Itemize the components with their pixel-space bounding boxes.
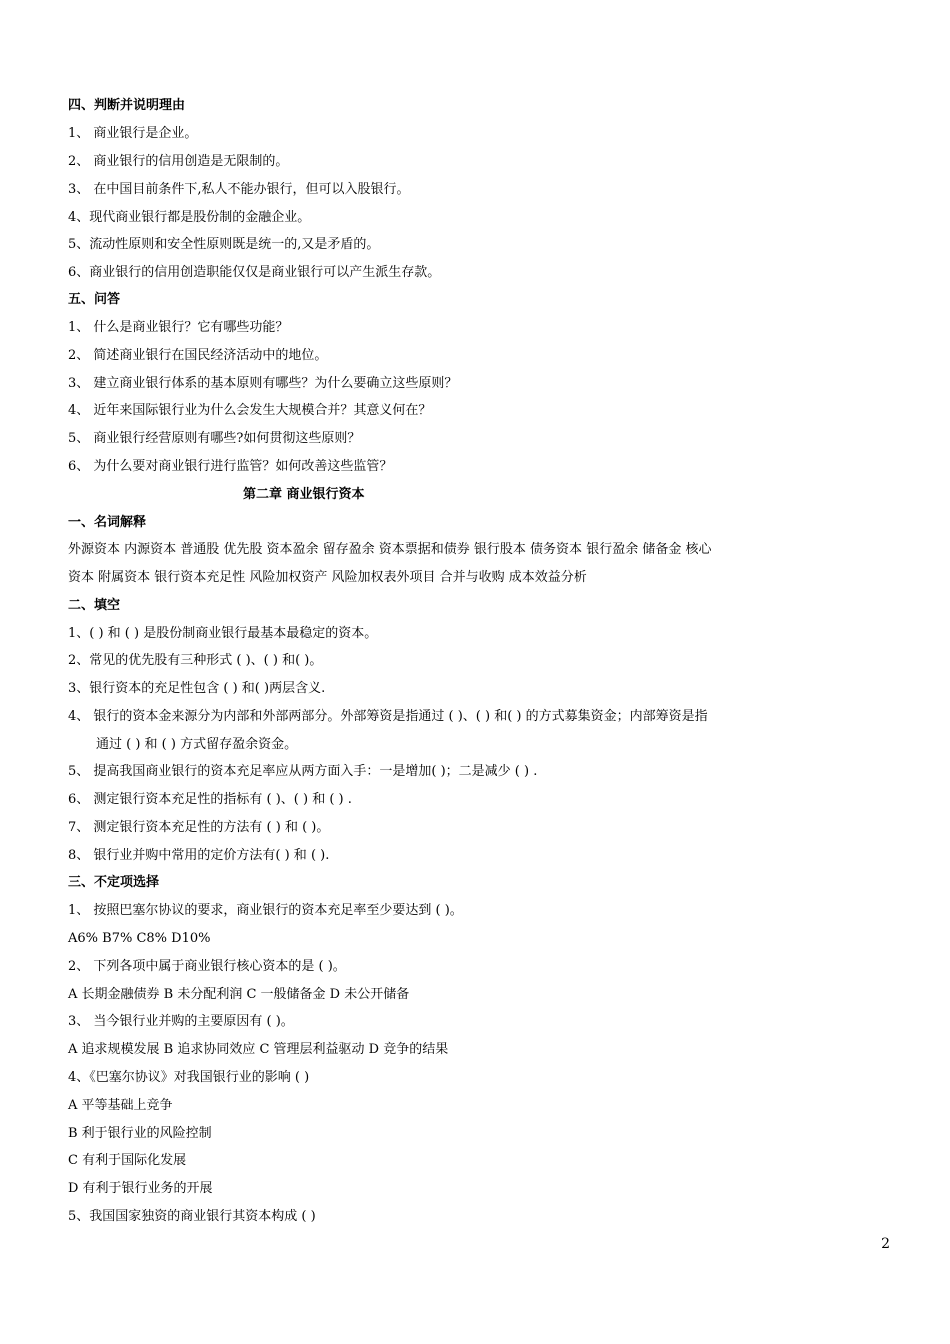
section4-item-6: 6、商业银行的信用创造职能仅仅是商业银行可以产生派生存款。 bbox=[68, 265, 441, 280]
section5-item-5: 5、 商业银行经营原则有哪些?如何贯彻这些原则？ bbox=[68, 431, 361, 446]
terms-line-2: 资本 附属资本 银行资本充足性 风险加权资产 风险加权表外项目 合并与收购 成本效益分析 bbox=[68, 570, 587, 585]
choice-q3: 3、 当今银行业并购的主要原因有 ( )。 bbox=[68, 1014, 294, 1029]
choice-q3-options: A 追求规模发展 B 追求协同效应 C 管理层利益驱动 D 竞争的结果 bbox=[68, 1042, 449, 1057]
choice-q4-option-c: C 有利于国际化发展 bbox=[68, 1153, 187, 1168]
fill-item-7: 7、 测定银行资本充足性的方法有 ( ) 和 ( )。 bbox=[68, 820, 330, 835]
choice-q5: 5、我国国家独资的商业银行其资本构成 ( ) bbox=[68, 1209, 316, 1224]
section5-heading: 五、问答 bbox=[68, 292, 121, 307]
section5-item-3: 3、 建立商业银行体系的基本原则有哪些？为什么要确立这些原则？ bbox=[68, 376, 458, 391]
chapter-title: 第二章 商业银行资本 bbox=[243, 487, 365, 502]
section4-item-2: 2、 商业银行的信用创造是无限制的。 bbox=[68, 154, 289, 169]
fill-item-5: 5、 提高我国商业银行的资本充足率应从两方面入手：一是增加( )；二是减少 ( ) . bbox=[68, 764, 538, 779]
section4-item-1: 1、 商业银行是企业。 bbox=[68, 126, 198, 141]
section5-item-4: 4、 近年来国际银行业为什么会发生大规模合并？其意义何在？ bbox=[68, 403, 432, 418]
choice-q1: 1、 按照巴塞尔协议的要求，商业银行的资本充足率至少要达到 ( )。 bbox=[68, 903, 463, 918]
choice-heading: 三、不定项选择 bbox=[68, 875, 160, 890]
page-number: 2 bbox=[881, 1236, 890, 1252]
choice-q2-options: A 长期金融债券 B 未分配利润 C 一般储备金 D 未公开储备 bbox=[68, 987, 410, 1002]
section4-item-4: 4、现代商业银行都是股份制的金融企业。 bbox=[68, 210, 311, 225]
choice-q4-option-b: B 利于银行业的风险控制 bbox=[68, 1126, 212, 1141]
terms-line-1: 外源资本 内源资本 普通股 优先股 资本盈余 留存盈余 资本票据和债券 银行股本 债务资本 银行盈余 储备金 核心 bbox=[68, 542, 712, 557]
fill-item-8: 8、 银行业并购中常用的定价方法有( ) 和 ( ). bbox=[68, 848, 330, 863]
choice-q4-option-a: A 平等基础上竞争 bbox=[68, 1098, 173, 1113]
choice-q4: 4、《巴塞尔协议》对我国银行业的影响 ( ) bbox=[68, 1070, 310, 1085]
section4-item-5: 5、流动性原则和安全性原则既是统一的,又是矛盾的。 bbox=[68, 237, 380, 252]
fill-item-6: 6、 测定银行资本充足性的指标有 ( )、( ) 和 ( ) . bbox=[68, 792, 352, 807]
section5-item-6: 6、 为什么要对商业银行进行监管？如何改善这些监管？ bbox=[68, 459, 393, 474]
terms-heading: 一、名词解释 bbox=[68, 515, 147, 530]
section4-heading: 四、判断并说明理由 bbox=[68, 98, 186, 113]
fill-item-2: 2、常见的优先股有三种形式 ( )、( ) 和( )。 bbox=[68, 653, 323, 668]
section5-item-2: 2、 简述商业银行在国民经济活动中的地位。 bbox=[68, 348, 328, 363]
fill-item-4-cont: 通过 ( ) 和 ( ) 方式留存盈余资金。 bbox=[96, 737, 298, 752]
fill-item-4: 4、 银行的资本金来源分为内部和外部两部分。外部筹资是指通过 ( )、( ) 和( ) 的方式募集资金；内部筹资是指 bbox=[68, 709, 708, 724]
fill-heading: 二、填空 bbox=[68, 598, 121, 613]
section5-item-1: 1、 什么是商业银行？它有哪些功能？ bbox=[68, 320, 289, 335]
section4-item-3: 3、 在中国目前条件下,私人不能办银行，但可以入股银行。 bbox=[68, 182, 410, 197]
fill-item-3: 3、银行资本的充足性包含 ( ) 和( )两层含义. bbox=[68, 681, 326, 696]
fill-item-1: 1、( ) 和 ( ) 是股份制商业银行最基本最稳定的资本。 bbox=[68, 626, 378, 641]
choice-q1-options: A6% B7% C8% D10% bbox=[68, 931, 211, 946]
choice-q4-option-d: D 有利于银行业务的开展 bbox=[68, 1181, 213, 1196]
choice-q2: 2、 下列各项中属于商业银行核心资本的是 ( )。 bbox=[68, 959, 346, 974]
